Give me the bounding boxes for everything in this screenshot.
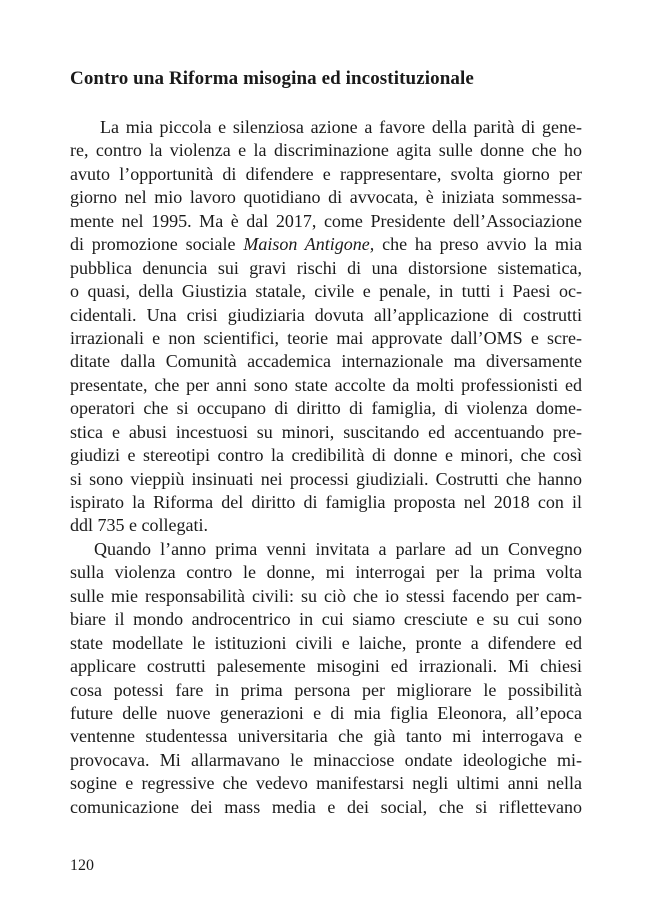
paragraph-1 [70,116,582,538]
text-line: stica e abusi incestuosi su minori, suscitando ed accentuando pre- [70,421,582,442]
text-line: pubblica denuncia sui gravi rischi di una distorsione sistematica, [70,257,582,278]
text-line: mente nel 1995. Ma è dal 2017, come Presidente dell’Associazione [70,210,582,231]
text-span: di promozione sociale [70,234,244,255]
text-line: re, contro la violenza e la discriminazione agita sulle donne che ho [70,140,582,161]
text-line: operatori che si occupano di diritto di famiglia, di violenza dome- [70,398,582,419]
text-span: che ha preso avvio la mia [374,234,583,255]
text-line: ddl 735 e collegati. [70,515,208,536]
section-heading: Contro una Riforma misogina ed incostituzionale [70,68,474,89]
text-line: o quasi, della Giustizia statale, civile e penale, in tutti i Paesi oc- [70,281,582,302]
text-line: applicare costrutti palesemente misogini ed irrazionali. Mi chiesi [70,656,582,677]
text-line: state modellate le istituzioni civili e laiche, pronte a difendere ed [70,632,582,653]
text-line: ispirato la Riforma del diritto di famiglia proposta nel 2018 con il [70,492,582,512]
text-line: si sono vieppiù insinuati nei processi giudiziali. Costrutti che hanno [70,468,582,489]
text-line: cosa potessi fare in prima persona per migliorare le possibilità [70,679,582,700]
text-line: ventenne studentessa universitaria che già tanto mi interrogava e [70,726,582,747]
text-line: La mia piccola e silenziosa azione a favore della parità di gene- [100,117,582,137]
italic-association-name: Maison Antigone, [243,234,375,255]
text-line: presentate, che per anni sono state accolte da molti professionisti ed [70,374,582,395]
text-line: sulla violenza contro le donne, mi interrogai per la prima volta [70,562,582,583]
text-line: biare il mondo androcentrico in cui siamo cresciute e su cui sono [70,609,582,630]
text-line: avuto l’opportunità di difendere e rappresentare, svolta giorno per [70,163,582,184]
text-line [70,233,582,256]
text-line: future delle nuove generazioni e di mia figlia Eleonora, all’epoca [70,702,582,723]
text-line: giudizi e stereotipi contro la credibilità di donne e minori, che così [70,445,582,466]
text-line: ditate dalla Comunità accademica internazionale ma diversamente [70,351,582,372]
text-line: Quando l’anno prima venni invitata a parlare ad un Convegno [94,538,582,559]
text-line: comunicazione dei mass media e dei social, che si riflettevano [70,796,582,817]
text-line: sogine e regressive che vedevo manifestarsi negli ultimi anni nella [70,773,582,794]
text-line: provocava. Mi allarmavano le minacciose ondate ideologiche mi- [70,749,582,770]
text-line: irrazionali e non scientifici, teorie mai approvate dall’OMS e scre- [70,327,582,348]
text-line: giorno nel mio lavoro quotidiano di avvocata, è iniziata sommessa- [70,187,582,208]
page-number: 120 [70,857,94,874]
paragraph-2 [70,538,582,819]
page-body [70,68,582,819]
text-line: sulle mie responsabilità civili: su ciò che io stessi facendo per cam- [70,585,582,606]
text-line: cidentali. Una crisi giudiziaria dovuta all’applicazione di costrutti [70,304,582,325]
